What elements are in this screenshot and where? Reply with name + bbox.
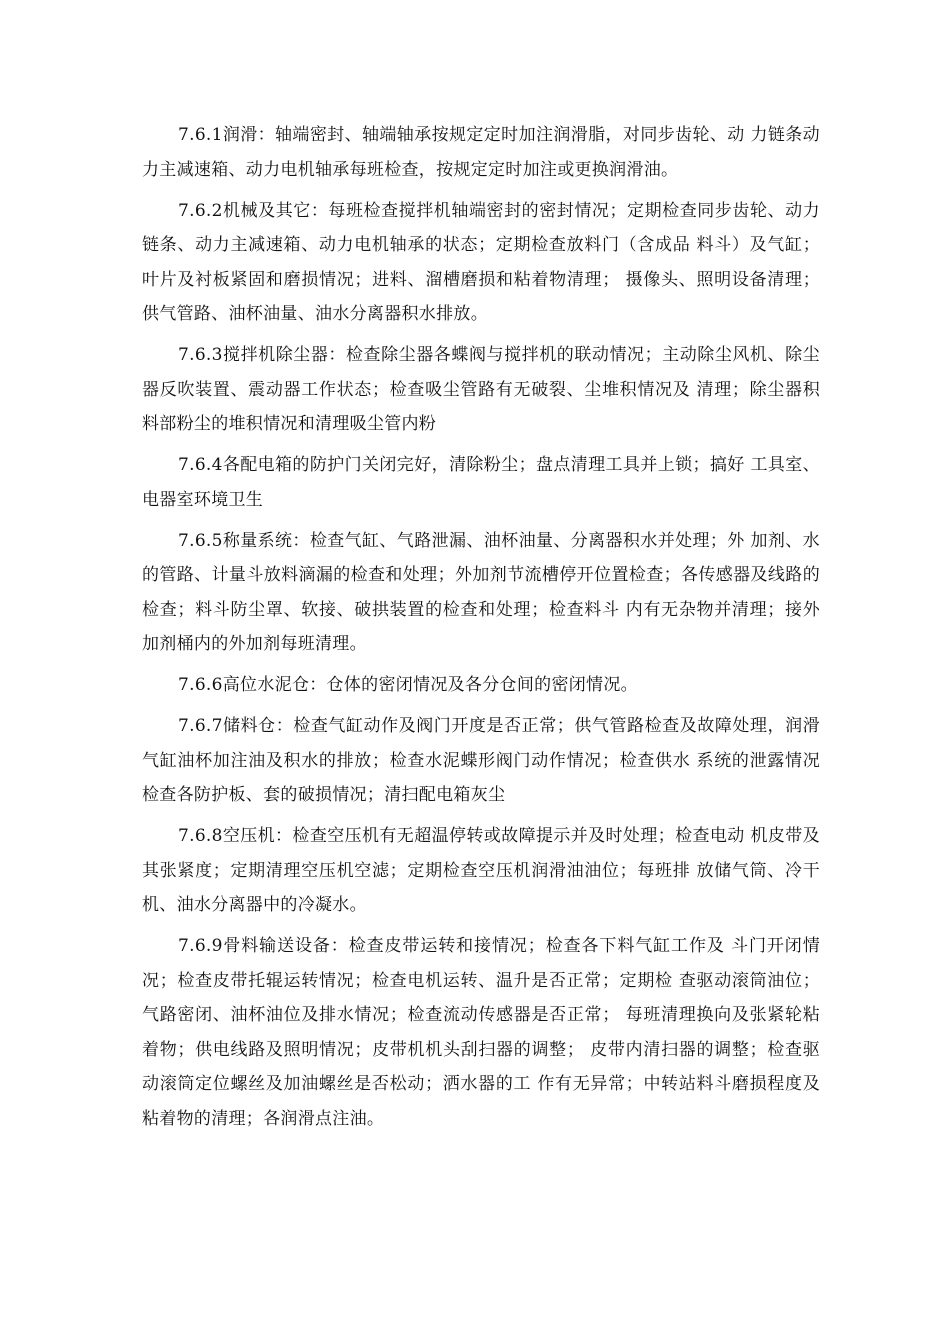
paragraph-7-6-9: 7.6.9骨料输送设备：检查皮带运转和接情况；检查各下料气缸工作及 斗门开闭情况；检查皮带托辊运转情况；检查电机运转、温升是否正常；定期检 查驱动滚筒油位；气路密闭、油杯油位及排水情况；检查流动传感器是否正常； 每班清理换向及张紧轮粘着物；供电线路及照明情况；皮带机机头刮扫器的调整； 皮带内清扫器的调整；检查驱动滚筒定位螺丝及加油螺丝是否松动；洒水器的工 作有无异常；中转站料斗磨损程度及粘着物的清理；各润滑点注油。	[142, 936, 820, 1129]
paragraph-7-6-8: 7.6.8空压机：检查空压机有无超温停转或故障提示并及时处理；检查电动 机皮带及其张紧度；定期清理空压机空滤；定期检查空压机润滑油油位；每班排 放储气筒、冷干机、油水分离器中的冷凝水。	[142, 826, 820, 915]
document-body	[142, 118, 820, 1143]
paragraph-7-6-3: 7.6.3搅拌机除尘器：检查除尘器各蝶阀与搅拌机的联动情况；主动除尘风机、除尘器反吹装置、震动器工作状态；检查吸尘管路有无破裂、尘堆积情况及 清理；除尘器积料部粉尘的堆积情况和清理吸尘管内粉	[142, 345, 820, 434]
paragraph-7-6-7: 7.6.7储料仓：检查气缸动作及阀门开度是否正常；供气管路检查及故障处理，润滑气缸油杯加注油及积水的排放；检查水泥蝶形阀门动作情况；检查供水 系统的泄露情况检查各防护板、套的破损情况；清扫配电箱灰尘	[142, 716, 820, 805]
paragraph-7-6-4: 7.6.4各配电箱的防护门关闭完好，清除粉尘；盘点清理工具并上锁；搞好 工具室、电器室环境卫生	[142, 455, 820, 510]
paragraph-7-6-2: 7.6.2机械及其它：每班检查搅拌机轴端密封的密封情况；定期检查同步齿轮、动力链条、动力主减速箱、动力电机轴承的状态；定期检查放料门（含成品 料斗）及气缸；叶片及衬板紧固和磨损情况；进料、溜槽磨损和粘着物清理； 摄像头、照明设备清理；供气管路、油杯油量、油水分离器积水排放。	[142, 200, 820, 324]
paragraph-7-6-5: 7.6.5称量系统：检查气缸、气路泄漏、油杯油量、分离器积水并处理；外 加剂、水的管路、计量斗放料滴漏的检查和处理；外加剂节流槽停开位置检查；各传感器及线路的检查；料斗防尘罩、软接、破拱装置的检查和处理；检查料斗 内有无杂物并清理；接外加剂桶内的外加剂每班清理。	[142, 530, 820, 654]
paragraph-7-6-1: 7.6.1润滑：轴端密封、轴端轴承按规定定时加注润滑脂，对同步齿轮、动 力链条动力主减速箱、动力电机轴承每班检查，按规定定时加注或更换润滑油。	[142, 125, 820, 180]
paragraph-7-6-6: 7.6.6高位水泥仓：仓体的密闭情况及各分仓间的密闭情况。	[178, 675, 638, 695]
